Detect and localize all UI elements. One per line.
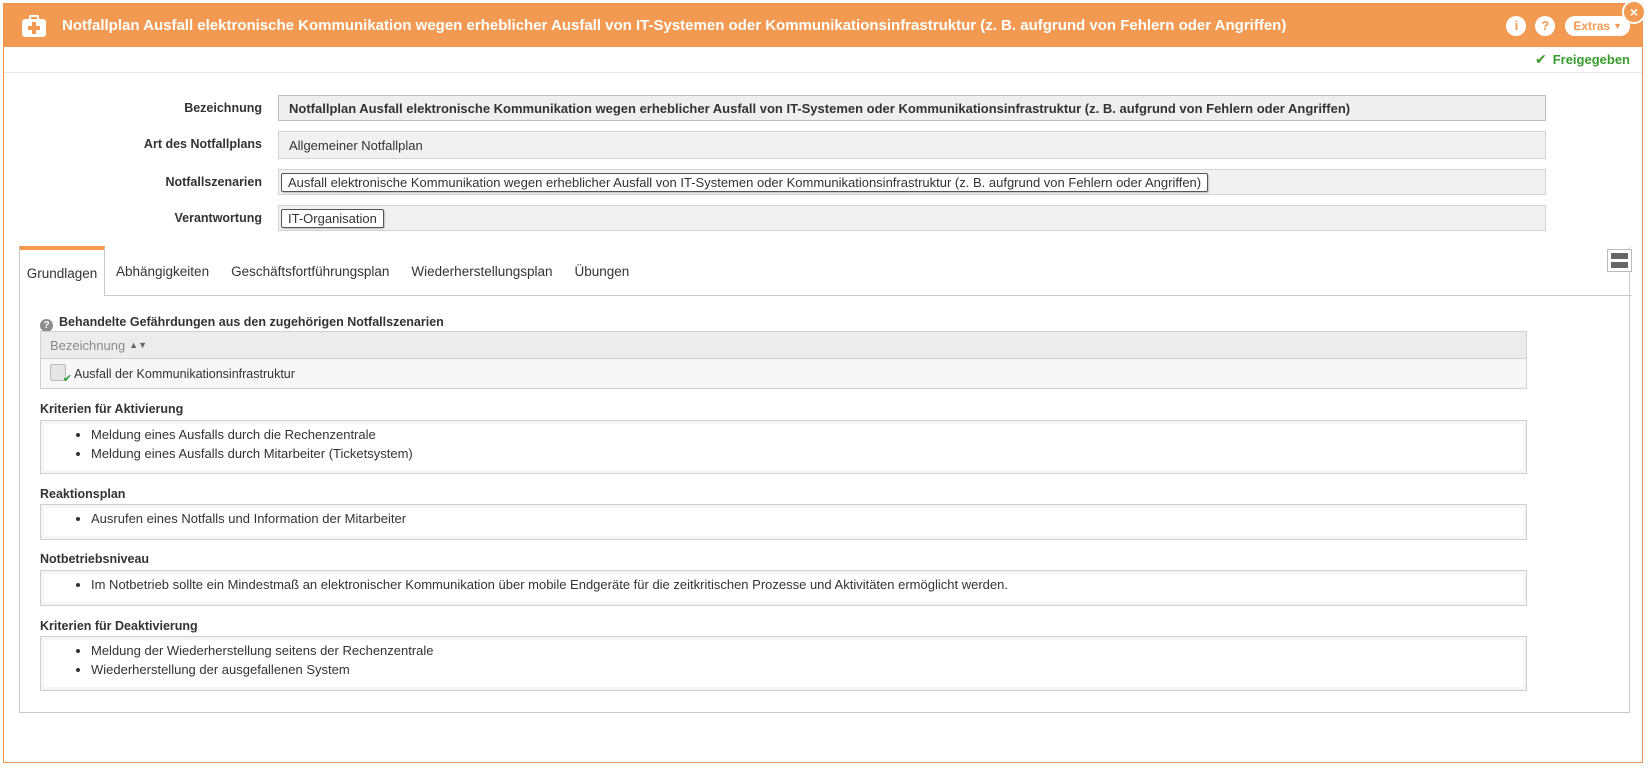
aktivierung-textbox[interactable] [40, 420, 1527, 474]
tab-wiederherstellungsplan[interactable]: Wiederherstellungsplan [411, 264, 553, 279]
notfallplan-dialog [3, 3, 1643, 763]
deaktivierung-textbox[interactable] [40, 636, 1527, 691]
status-bar [4, 47, 1642, 73]
list-item: • Meldung der Wiederherstellung seitens der Rechenzentrale [91, 641, 1526, 660]
tab-uebungen[interactable]: Übungen [574, 264, 630, 279]
caret-down-icon: ▼ [1613, 20, 1622, 31]
column-bezeichnung[interactable]: Bezeichnung [50, 337, 126, 353]
tab-panel [19, 247, 1630, 713]
szenarien-field[interactable] [278, 169, 1546, 195]
first-aid-kit-icon [22, 15, 48, 37]
art-label: Art des Notfallplans [143, 137, 262, 151]
dialog-titlebar [4, 4, 1642, 47]
bezeichnung-label: Bezeichnung [184, 101, 262, 115]
tab-grundlagen[interactable]: Grundlagen [19, 246, 105, 296]
notbetrieb-textbox[interactable] [40, 570, 1527, 606]
table-row[interactable] [41, 359, 1526, 388]
help-icon[interactable]: ? [1535, 16, 1555, 36]
art-field[interactable]: Allgemeiner Notfallplan [278, 131, 1546, 159]
extras-button[interactable] [1565, 16, 1630, 36]
tab-bar [19, 247, 1632, 296]
szenario-chip[interactable]: Ausfall elektronische Kommunikation wegen erheblicher Ausfall von IT-Systemen oder Kommunikationsinfrastruktur (z. B. aufgrund von Fehlern oder Angriffen) [281, 173, 1208, 192]
table-header[interactable] [41, 332, 1526, 359]
verantwortung-field[interactable] [278, 205, 1546, 231]
info-icon[interactable]: i [1506, 16, 1526, 36]
gefaehrdungen-heading [40, 315, 444, 332]
status-label: Freigegeben [1552, 52, 1630, 67]
status-badge [1535, 51, 1630, 68]
reaktion-title: Reaktionsplan [40, 487, 126, 501]
deaktivierung-title: Kriterien für Deaktivierung [40, 619, 198, 633]
list-item: • Wiederherstellung der ausgefallenen System [91, 660, 1526, 679]
threat-approved-icon: ✔ [50, 364, 69, 383]
table-cell: Ausfall der Kommunikationsinfrastruktur [74, 366, 295, 381]
close-icon[interactable]: × [1622, 0, 1646, 24]
check-icon: ✔ [1534, 51, 1547, 67]
list-item: • Meldung eines Ausfalls durch die Rechenzentrale [91, 425, 1526, 444]
verantwortung-label: Verantwortung [174, 211, 262, 225]
list-item: • Meldung eines Ausfalls durch Mitarbeiter (Ticketsystem) [91, 444, 1526, 463]
dialog-title: Notfallplan Ausfall elektronische Kommunikation wegen erheblicher Ausfall von IT-Systemen oder Kommunikationsinfrastruktur (z. B. aufgrund von Fehlern oder Angriffen) [62, 17, 1287, 34]
aktivierung-title: Kriterien für Aktivierung [40, 402, 184, 416]
tab-geschaeftsfortfuehrungsplan[interactable]: Geschäftsfortführungsplan [231, 264, 390, 279]
list-item: • Im Notbetrieb sollte ein Mindestmaß an elektronischer Kommunikation über mobile Endgeräte für die zeitkritischen Prozesse und Aktivitäten ermöglicht werden. [91, 575, 1526, 594]
gefaehrdungen-title: Behandelte Gefährdungen aus den zugehörigen Notfallszenarien [59, 315, 444, 329]
layout-toggle-icon[interactable] [1607, 249, 1632, 272]
extras-label: Extras [1573, 18, 1611, 33]
question-icon[interactable]: ? [40, 319, 53, 332]
bezeichnung-field[interactable]: Notfallplan Ausfall elektronische Kommunikation wegen erheblicher Ausfall von IT-Systemen oder Kommunikationsinfrastruktur (z. B. aufgrund von Fehlern oder Angriffen) [278, 95, 1546, 121]
reaktion-textbox[interactable] [40, 504, 1527, 540]
verantwortung-chip[interactable]: IT-Organisation [281, 209, 384, 228]
sort-icon[interactable]: ▲▼ [129, 340, 147, 350]
tab-abhaengigkeiten[interactable]: Abhängigkeiten [116, 264, 210, 279]
gefaehrdungen-table [40, 331, 1527, 389]
szenarien-label: Notfallszenarien [165, 175, 262, 189]
list-item: • Ausrufen eines Notfalls und Information der Mitarbeiter [91, 509, 1526, 528]
notbetrieb-title: Notbetriebsniveau [40, 552, 150, 566]
